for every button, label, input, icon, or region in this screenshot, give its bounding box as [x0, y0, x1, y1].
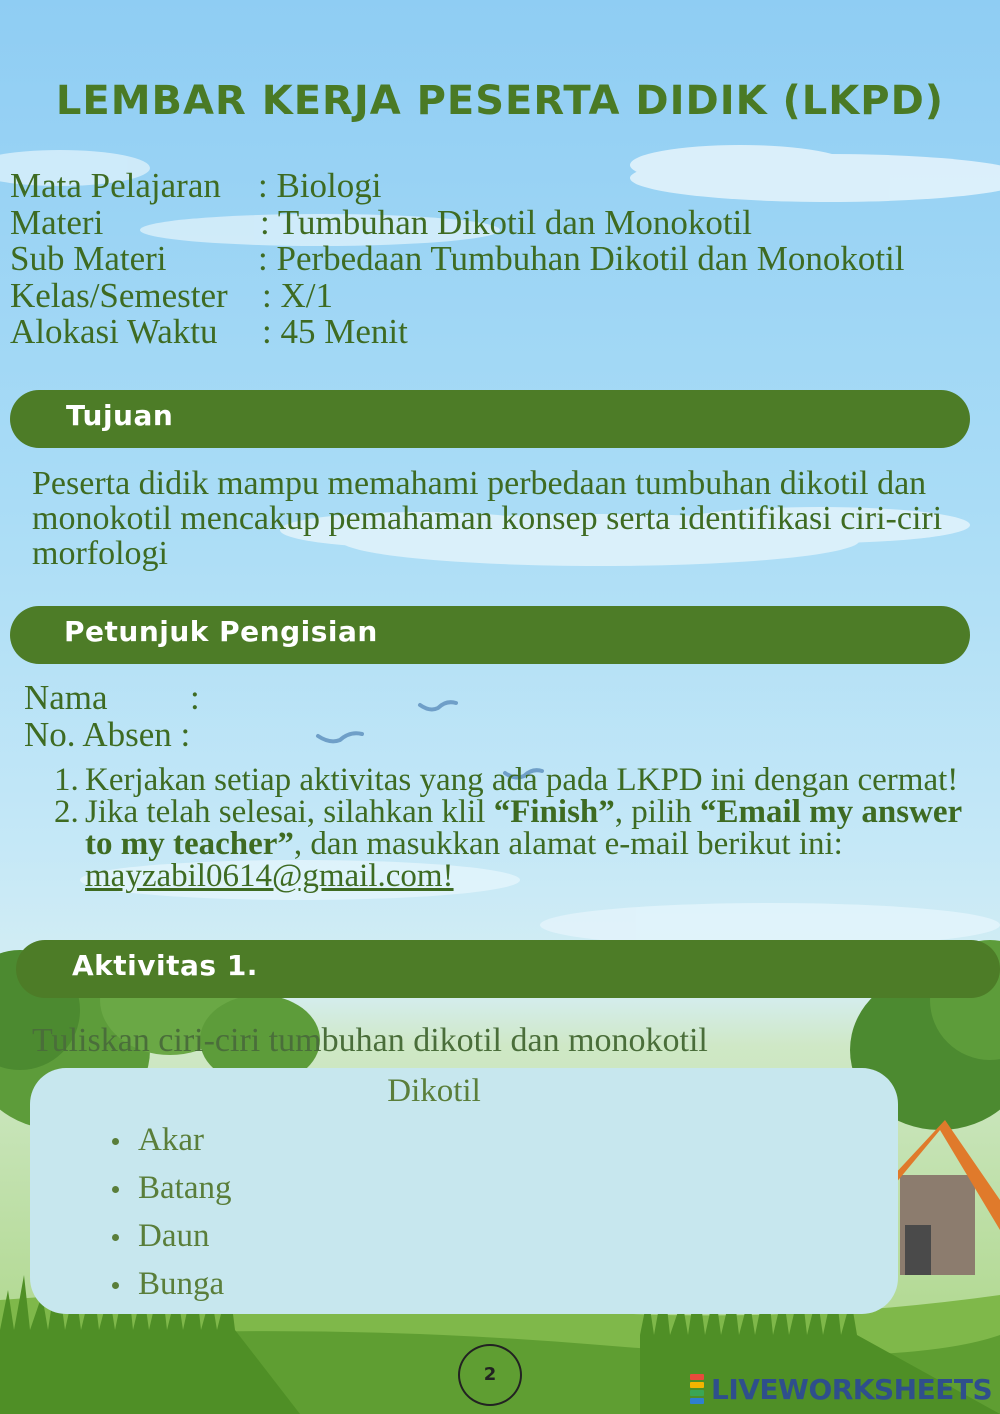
info-label: Alokasi Waktu — [10, 312, 218, 351]
info-row-material — [10, 202, 1000, 242]
dikotil-card-title: Dikotil — [387, 1073, 481, 1109]
info-row-submaterial — [10, 241, 1000, 278]
info-row-subject — [10, 168, 1000, 205]
name-colon: : — [190, 678, 200, 717]
section-bar-tujuan — [10, 390, 970, 448]
brand-name: LIVEWORKSHEETS — [711, 1372, 993, 1406]
finish-keyword: “Finish” — [493, 794, 615, 830]
list-item: Bunga — [110, 1264, 231, 1312]
info-value: : Biologi — [258, 166, 382, 205]
info-value: : X/1 — [262, 275, 333, 315]
activity-instruction: Tuliskan ciri-ciri tumbuhan dikotil dan monokotil — [32, 1022, 708, 1059]
page-title: LEMBAR KERJA PESERTA DIDIK (LKPD) — [55, 78, 945, 124]
section-bar-petunjuk — [10, 606, 970, 664]
list-item: Batang — [110, 1168, 231, 1216]
step-number: 2. — [54, 794, 79, 830]
step-text: Jika telah selesai, silahkan klil — [85, 794, 494, 830]
house-icon — [880, 1120, 1000, 1275]
info-value: : 45 Menit — [262, 312, 408, 351]
absen-label: No. Absen : — [24, 715, 191, 754]
instruction-list — [54, 764, 964, 892]
section-heading-petunjuk: Petunjuk Pengisian — [64, 615, 378, 648]
step-text: , pilih — [614, 794, 701, 830]
section-bar-aktivitas — [16, 940, 1000, 998]
liveworksheets-brand[interactable] — [690, 1374, 992, 1404]
step-text: Kerjakan setiap aktivitas yang ada pada LKPD ini dengan cermat! — [85, 762, 959, 798]
tujuan-text: Peserta didik mampu memahami perbedaan tumbuhan dikotil dan monokotil mencakup pemahaman konsep serta identifikasi ciri-ciri morfologi — [32, 465, 943, 572]
info-label: Sub Materi — [10, 239, 167, 278]
instruction-step-2 — [54, 796, 964, 892]
page-number: 2 — [458, 1344, 522, 1406]
info-label: Mata Pelajaran — [10, 166, 221, 205]
info-label: Kelas/Semester — [10, 275, 228, 315]
liveworksheets-logo-icon — [690, 1374, 708, 1404]
step-number: 1. — [54, 762, 79, 798]
teacher-email-link[interactable]: mayzabil0614@gmail.com! — [85, 858, 454, 894]
info-block — [10, 168, 1000, 351]
section-heading-aktivitas: Aktivitas 1. — [72, 949, 258, 982]
instruction-step-1 — [54, 764, 964, 796]
name-label: Nama — [24, 678, 108, 717]
info-value: : Tumbuhan Dikotil dan Monokotil — [260, 202, 752, 242]
step-text: , dan masukkan alamat e-mail berikut ini: — [293, 826, 843, 862]
email-option-keyword: “Email my answer to my teacher” — [85, 794, 962, 862]
info-row-time — [10, 314, 1000, 351]
section-heading-tujuan: Tujuan — [66, 399, 174, 432]
info-label: Materi — [10, 202, 104, 242]
dikotil-list — [110, 1120, 231, 1312]
list-item: Daun — [110, 1216, 231, 1264]
list-item: Akar — [110, 1120, 231, 1168]
info-row-class — [10, 275, 1000, 315]
info-value: : Perbedaan Tumbuhan Dikotil dan Monokotil — [258, 239, 905, 278]
